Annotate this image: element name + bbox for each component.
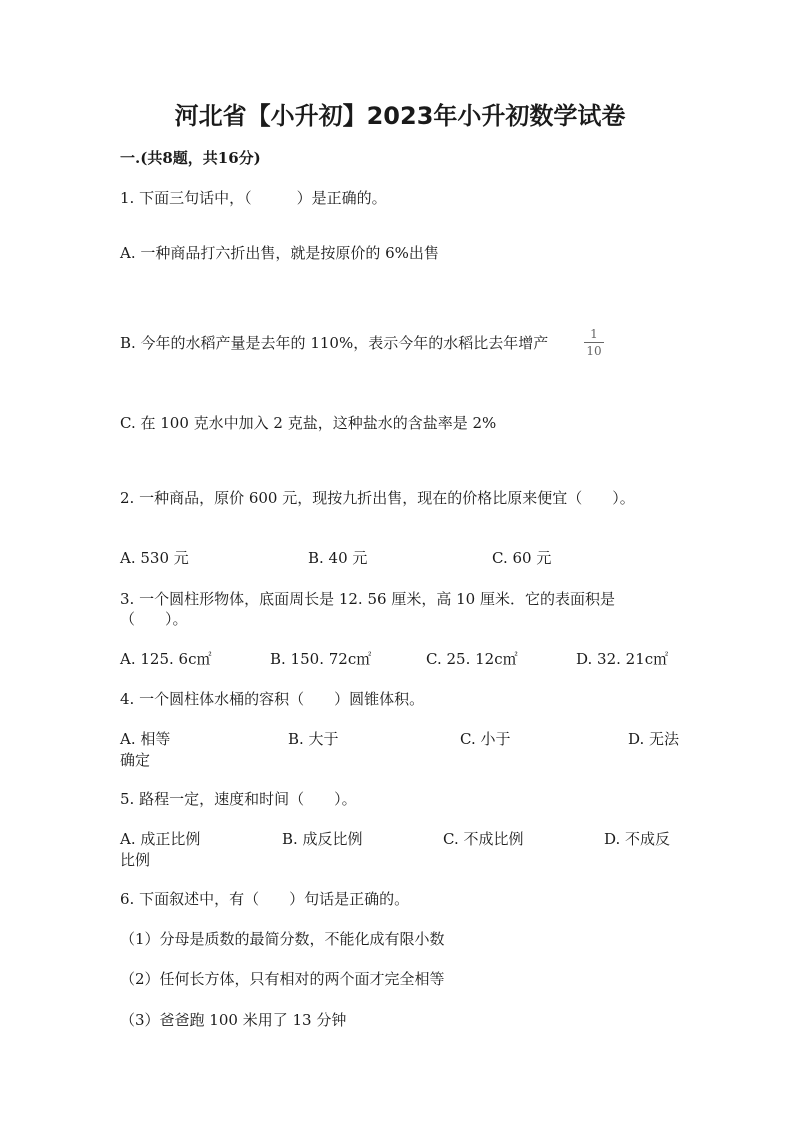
question-4-option-a: A. 相等 [120, 730, 171, 748]
question-1-option-c: C. 在 100 克水中加入 2 克盐，这种盐水的含盐率是 2% [120, 414, 497, 432]
question-3-stem-line1: 3. 一个圆柱形物体，底面周长是 12. 56 厘米，高 10 厘米．它的表面积是 [120, 590, 615, 608]
fraction-denominator: 10 [586, 344, 602, 358]
question-1-stem: 1. 下面三句话中，（ ）是正确的。 [120, 189, 387, 207]
question-5-option-a: A. 成正比例 [120, 830, 201, 848]
question-5-option-c: C. 不成比例 [443, 830, 524, 848]
question-5-stem: 5. 路程一定，速度和时间（ ）。 [120, 790, 357, 808]
question-4-option-d: D. 无法 [628, 730, 680, 748]
question-3-option-a: A. 125. 6c㎡ [120, 650, 212, 668]
question-1-option-b: B. 今年的水稻产量是去年的 110%，表示今年的水稻比去年增产 [120, 334, 549, 352]
question-4-option-b: B. 大于 [288, 730, 339, 748]
question-6-statement-1: （1）分母是质数的最简分数，不能化成有限小数 [120, 930, 445, 948]
fraction-bar [584, 342, 604, 343]
question-1-option-a: A. 一种商品打六折出售，就是按原价的 6%出售 [120, 244, 439, 262]
section-heading: 一.(共8题，共16分) [120, 149, 261, 167]
question-3-stem-line2: （ ）。 [120, 610, 188, 628]
page-title: 河北省【小升初】2023年小升初数学试卷 [174, 102, 626, 130]
question-4-option-c: C. 小于 [460, 730, 511, 748]
question-6-stem: 6. 下面叙述中，有（ ）句话是正确的。 [120, 890, 410, 908]
question-5-option-d: D. 不成反 [604, 830, 671, 848]
question-2-option-c: C. 60 元 [492, 549, 552, 567]
fraction-one-tenth [582, 327, 606, 358]
question-3-option-d: D. 32. 21c㎡ [576, 650, 669, 668]
question-5-option-b: B. 成反比例 [282, 830, 363, 848]
question-3-option-b: B. 150. 72c㎡ [270, 650, 372, 668]
question-2-option-b: B. 40 元 [308, 549, 368, 567]
question-5-option-d-wrap: 比例 [120, 851, 151, 869]
fraction-numerator: 1 [590, 327, 598, 341]
question-6-statement-3: （3）爸爸跑 100 米用了 13 分钟 [120, 1011, 347, 1029]
question-3-option-c: C. 25. 12c㎡ [426, 650, 518, 668]
question-4-option-d-wrap: 确定 [120, 751, 151, 769]
question-6-statement-2: （2）任何长方体，只有相对的两个面才完全相等 [120, 970, 445, 988]
question-2-stem: 2. 一种商品，原价 600 元，现按九折出售，现在的价格比原来便宜（ ）。 [120, 489, 635, 507]
question-4-stem: 4. 一个圆柱体水桶的容积（ ）圆锥体积。 [120, 690, 425, 708]
question-2-option-a: A. 530 元 [120, 549, 189, 567]
